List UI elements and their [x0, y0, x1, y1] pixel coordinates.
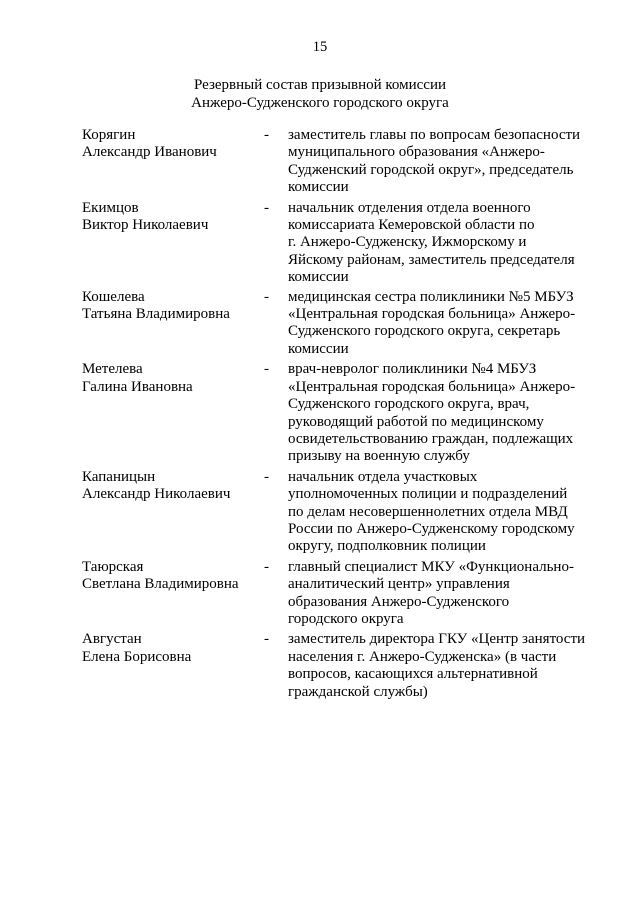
member-dash: -: [264, 631, 269, 648]
member-entry: [82, 559, 602, 629]
member-role-line: России по Анжеро-Судженскому городскому: [288, 520, 575, 537]
member-role-line: аналитический центр» управления: [288, 576, 510, 593]
member-name: [82, 289, 264, 324]
member-role-line: руководящий работой по медицинскому: [288, 413, 544, 430]
member-role-line: освидетельствованию граждан, подлежащих: [288, 430, 574, 447]
member-role-line: главный специалист МКУ «Функционально-: [288, 558, 574, 575]
member-name: [82, 200, 264, 235]
member-entry: [82, 127, 602, 197]
member-name: [82, 361, 264, 396]
member-dash: -: [264, 199, 269, 216]
member-role: [288, 631, 596, 701]
title-line-2: Анжеро-Судженского городского округа: [191, 95, 449, 111]
title-line-1: Резервный состав призывной комиссии: [193, 77, 447, 93]
member-surname: Капаницын: [82, 468, 156, 485]
member-dash: -: [264, 558, 269, 575]
members-list: [82, 127, 602, 701]
member-role-line: «Центральная городская больница» Анжеро-: [288, 306, 576, 323]
member-role-line: по делам несовершеннолетних отдела МВД: [288, 503, 568, 520]
member-role: [288, 127, 596, 197]
member-entry: [82, 631, 602, 701]
member-name: [82, 469, 264, 504]
member-role: [288, 289, 596, 359]
member-surname: Корягин: [82, 127, 136, 143]
member-role: [288, 469, 596, 556]
member-role-line: образования Анжеро-Судженского: [288, 593, 510, 610]
member-given-names: Галина Ивановна: [82, 378, 193, 395]
member-role: [288, 559, 596, 629]
member-name: [82, 559, 264, 594]
member-role: [288, 361, 596, 465]
member-dash: -: [264, 361, 269, 378]
member-role-line: Яйскому районам, заместитель председателя: [288, 251, 575, 268]
member-role-line: комиссариата Кемеровской области по: [288, 217, 535, 234]
member-given-names: Александр Иванович: [82, 144, 217, 161]
member-surname: Кошелева: [82, 288, 145, 305]
document-title: [0, 76, 640, 112]
member-given-names: Светлана Владимировна: [82, 576, 239, 593]
member-dash: -: [264, 468, 269, 485]
member-role-line: заместитель главы по вопросам безопасности: [288, 127, 581, 143]
member-role-line: комиссии: [288, 179, 349, 196]
member-role-line: начальник отдела участковых: [288, 468, 478, 485]
member-role-line: вопросов, касающихся альтернативной: [288, 666, 538, 683]
member-name: [82, 631, 264, 666]
member-entry: [82, 469, 602, 556]
member-surname: Метелева: [82, 361, 143, 378]
member-role-line: населения г. Анжеро-Судженска» (в части: [288, 648, 557, 665]
member-entry: [82, 200, 602, 287]
member-given-names: Татьяна Владимировна: [82, 306, 230, 323]
member-surname: Екимцов: [82, 199, 139, 216]
member-role-line: комиссии: [288, 340, 349, 357]
member-given-names: Елена Борисовна: [82, 648, 192, 665]
member-role-line: Судженский городской округ», председатель: [288, 161, 574, 178]
member-name: [82, 127, 264, 162]
member-role-line: Судженского городского округа, секретарь: [288, 323, 561, 340]
member-surname: Августан: [82, 631, 142, 648]
member-role-line: уполномоченных полиции и подразделений: [288, 486, 568, 503]
member-entry: [82, 289, 602, 359]
member-role-line: округу, подполковник полиции: [288, 538, 486, 555]
member-role-line: гражданской службы): [288, 683, 428, 700]
member-role-line: медицинская сестра поликлиники №5 МБУЗ: [288, 288, 574, 305]
member-given-names: Александр Николаевич: [82, 486, 231, 503]
member-role: [288, 200, 596, 287]
member-dash: -: [264, 127, 269, 143]
member-role-line: врач-невролог поликлиники №4 МБУЗ: [288, 361, 537, 378]
member-role-line: заместитель директора ГКУ «Центр занятости: [288, 631, 586, 648]
member-role-line: «Центральная городская больница» Анжеро-: [288, 378, 576, 395]
member-given-names: Виктор Николаевич: [82, 217, 209, 234]
member-role-line: начальник отделения отдела военного: [288, 199, 531, 216]
page-number: 15: [312, 39, 328, 55]
member-entry: [82, 361, 602, 465]
member-role-line: комиссии: [288, 269, 349, 286]
member-role-line: муниципального образования «Анжеро-: [288, 144, 545, 161]
member-role-line: призыву на военную службу: [288, 448, 470, 465]
member-role-line: Судженского городского округа, врач,: [288, 396, 530, 413]
member-surname: Таюрская: [82, 558, 144, 575]
member-dash: -: [264, 288, 269, 305]
member-role-line: г. Анжеро-Судженску, Ижморскому и: [288, 234, 527, 251]
member-role-line: городского округа: [288, 610, 404, 627]
